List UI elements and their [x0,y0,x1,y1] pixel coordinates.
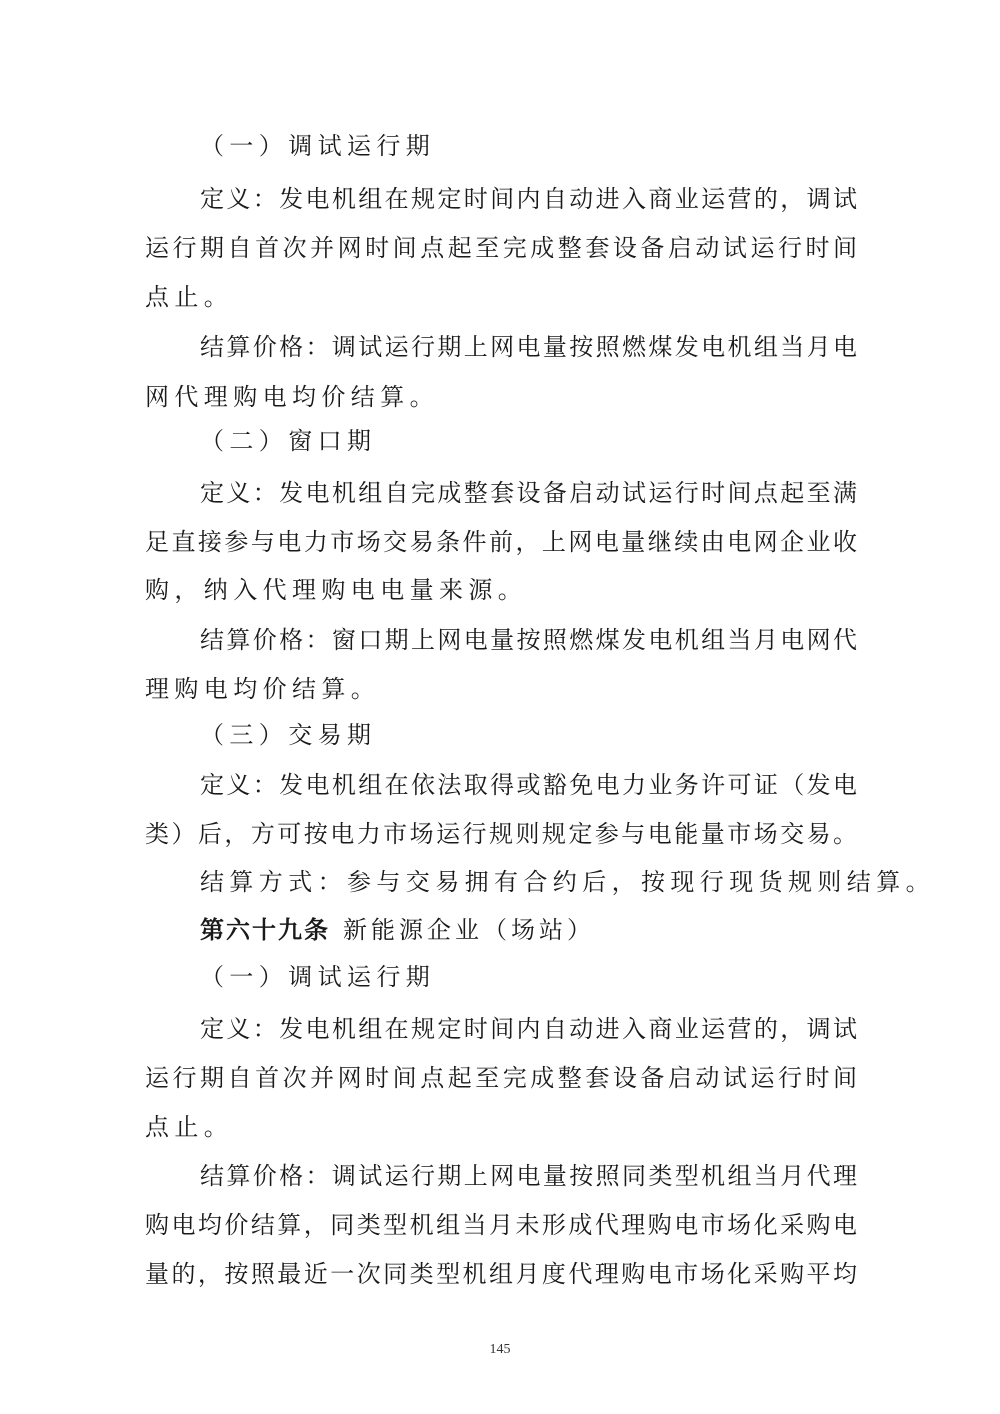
section-heading-trading: （三）交易期 [200,721,377,749]
paragraph-line: 点止。 [145,1113,234,1141]
article-heading [200,914,857,946]
paragraph-line: 购，纳入代理购电电量来源。 [145,576,528,604]
section-heading-commissioning: （一）调试运行期 [200,963,436,991]
paragraph-line: 运行期自首次并网时间点起至完成整套设备启动试运行时间 [145,234,857,262]
paragraph-line: 定义：发电机组在依法取得或豁免电力业务许可证（发电 [200,771,857,799]
paragraph-line: 结算方式：参与交易拥有合约后，按现行现货规则结算。 [200,868,935,896]
article-title: 新能源企业（场站） [343,916,596,944]
paragraph-line: 运行期自首次并网时间点起至完成整套设备启动试运行时间 [145,1064,857,1092]
paragraph-line: 量的，按照最近一次同类型机组月度代理购电市场化采购平均 [145,1260,857,1288]
article-number: 第六十九条 [200,916,330,944]
paragraph-line: 网代理购电均价结算。 [145,383,439,411]
paragraph-line: 定义：发电机组在规定时间内自动进入商业运营的，调试 [200,1015,857,1043]
paragraph-line: 类）后，方可按电力市场运行规则规定参与电能量市场交易。 [145,820,857,848]
paragraph-line: 结算价格：调试运行期上网电量按照燃煤发电机组当月电 [200,333,857,361]
paragraph-line: 购电均价结算，同类型机组当月未形成代理购电市场化采购电 [145,1211,857,1239]
paragraph-line: 理购电均价结算。 [145,675,381,703]
paragraph-line: 点止。 [145,283,234,311]
paragraph-line: 足直接参与电力市场交易条件前，上网电量继续由电网企业收 [145,528,857,556]
section-heading-window: （二）窗口期 [200,427,377,455]
paragraph-line: 结算价格：窗口期上网电量按照燃煤发电机组当月电网代 [200,626,857,654]
paragraph-line: 结算价格：调试运行期上网电量按照同类型机组当月代理 [200,1162,857,1190]
paragraph-line: 定义：发电机组自完成整套设备启动试运行时间点起至满 [200,479,857,507]
paragraph-line: 定义：发电机组在规定时间内自动进入商业运营的，调试 [200,185,857,213]
page-number: 145 [489,1342,511,1357]
section-heading-commissioning: （一）调试运行期 [200,132,436,160]
